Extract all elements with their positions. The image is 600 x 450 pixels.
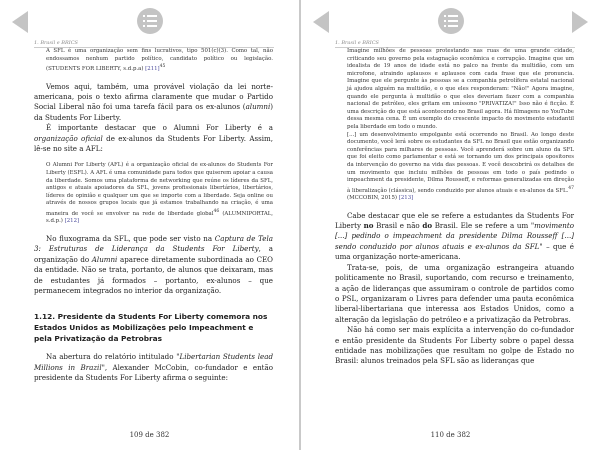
left-page xyxy=(0,0,299,450)
emphasis-text: Libertarian Students lead Millions in Brazil xyxy=(34,352,273,372)
paragraph-text: aparece diretamente subordinada ao CEO da entidade. Não se trata, portanto, de alunos que deixaram, mas de estudantes já formados – portanto, ex-alunos – que permanecem integrados no interior da organização. xyxy=(34,254,273,295)
paragraph-text: Cabe destacar que ele se refere a estudantes da Students For Liberty xyxy=(335,210,574,231)
menu-icon[interactable] xyxy=(438,8,464,34)
quote-text: A SFL é uma organização sem fins lucrativos, tipo 501(c)(3). Como tal, não endossamos nenhum partido político, candidato político ou legislação. (STUDENTS FOR LIBERTY, s.d.p.a) xyxy=(46,48,273,72)
reference-link[interactable]: [211] xyxy=(145,65,160,72)
emphasis-text: alumni xyxy=(245,102,271,112)
section-heading: 1.12. Presidente da Students For Liberty comemora nos Estados Unidos as Mobilizações pelo Impeachment e pela Privatização da Petrobras xyxy=(34,312,268,343)
paragraph-text: No fluxograma da SFL, que pode ser visto na xyxy=(46,233,215,243)
block-quote xyxy=(347,132,574,203)
previous-page-icon[interactable] xyxy=(12,11,28,33)
paragraph xyxy=(34,82,273,124)
block-quote xyxy=(46,162,273,226)
quote-text: Imagine milhões de pessoas protestando nas ruas de uma grande cidade, criticando seu governo pela estagnação econômica e corrupção. Imagine que um idealista de 19 anos de idade está no palco na frente da multidão, com um microfone, atraindo aplausos e aplausos com cada frase que ele pronuncia. Imagine que ele pergunte às pessoas se a companhia petrolífera estatal nacional já ajudou alguém na multidão, e o que eles responderam: "Não!" Agora imagine, quando ele pergunta à multidão o que eles deveriam fazer com a companhia nacional de petróleo, eles gritam em uníssono "PRIVATIZA!" Isso não é ficção. É uma descrição do que está acontecendo no Brasil agora. Há filmagens no YouTube dessa mesma cena. É um exemplo do crescente impacto do movimento estudantil pela liberdade em todo o mundo. xyxy=(347,48,574,130)
right-nav-bar xyxy=(301,8,600,38)
paragraph-text: ) da Students For Liberty. xyxy=(34,102,273,122)
footnote-marker[interactable]: 45 xyxy=(159,64,166,70)
right-page xyxy=(301,0,600,450)
emphasis-text: Captura de Tela 3: Estruturas de Liderança da Students For Liberty xyxy=(34,233,273,254)
running-head: 1. Brasil e BRICS xyxy=(34,40,274,48)
paragraph-text: É importante destacar que o Alumni For Liberty é a xyxy=(46,123,273,133)
paragraph xyxy=(34,352,273,383)
paragraph-text: " – que é uma organização norte-americana. xyxy=(335,241,574,262)
paragraph-text: ", Alexander McCobin, co-fundador e então presidente da Students For Liberty afirma o seguinte: xyxy=(34,362,273,382)
paragraph: Trata-se, pois, de uma organização estrangeira atuando politicamente no Brasil, suportando, com recurso e treinamento, a ação de lideranças que assumiram o controle de partidos como o PSL, organizaram o Livres para defender uma pauta econômica liberal-libertariana que interessa aos Estados Unidos, como a alteração da legislação do petróleo e a privatização da Petrobras. xyxy=(335,262,574,324)
page-number: 109 de 382 xyxy=(129,431,170,439)
reference-link[interactable]: [212] xyxy=(64,218,80,225)
quote-text: O Alumni For Liberty (AFL) é a organização oficial de ex-alunos do Students For Liberty (ESFL). A AFL é uma comunidade para todos que quiserem apoiar a causa da liberdade. Somos uma plataforma de networking que reúne os líderes da SFL, antigos e atuais apoiadores da SFL, jovens profissionais libertários, libertários, líderes de opinião e qualquer um que se importe com a liberdade. Seja online ou através de nossos grupos locais que já estamos trabalhando na criação, é uma maneira de você se envolver na rede de liberdade global xyxy=(46,162,273,217)
bold-text: no xyxy=(363,221,374,231)
left-nav-bar xyxy=(0,8,299,38)
menu-lines-icon xyxy=(444,15,458,27)
menu-lines-icon xyxy=(143,15,157,27)
quote-text: [...] um desenvolvimento empolgante está ocorrendo no Brasil. Ao longo deste documento, você lerá sobre os estudantes da SFL no Brasil que estão organizando conferências para milhares de pessoas. Você aprenderá sobre um aluno da SFL que foi eleito como parlamentar e está se tornando um dos principais opositores da intervenção do governo na vida das pessoas. E você descobrirá os detalhes de um movimento que incluiu milhões de pessoas em todo o país pedindo o impeachment da presidente, Dilma Rousseff, e reformas generalizadas em direção à liberalização (clássica), sendo conduzido por alunos atuais e ex-alunos da SFL. xyxy=(347,131,574,194)
paragraph xyxy=(34,234,273,296)
emphasis-text: organização oficial xyxy=(34,133,103,143)
next-page-icon[interactable] xyxy=(572,11,588,33)
paragraph-text: Brasil e não xyxy=(373,221,423,231)
bold-text: do xyxy=(422,221,433,231)
running-head: 1. Brasil e BRICS xyxy=(335,40,575,48)
emphasis-text: movimento [...] pedindo o impeachment da presidente Dilma Rousseff [...] sendo conduzido por alunos atuais e ex-alunos da SFL xyxy=(335,221,574,251)
previous-page-icon[interactable] xyxy=(313,11,329,33)
paragraph-text: Brasil. Ele se refere a um " xyxy=(432,221,535,231)
citation-text: (ALUMNIPORTAL, s.d.p.) xyxy=(46,210,274,225)
paragraph-text: Na abertura do relatório intitulado " xyxy=(46,352,180,362)
page-number: 110 de 382 xyxy=(430,431,471,439)
paragraph: Não há como ser mais explícita a intervenção do co-fundador e então presidente da Students For Liberty sobre o papel dessa entidade nas mobilizações que resultam no golpe de Estado no Brasil: alunos treinados pela SFL são as lideranças que xyxy=(335,325,574,366)
block-quote xyxy=(46,48,273,74)
menu-icon[interactable] xyxy=(137,8,163,34)
emphasis-text: Alumni xyxy=(91,254,118,264)
footnote-marker[interactable]: 47 xyxy=(568,185,574,191)
right-page-content xyxy=(335,48,574,367)
block-quote xyxy=(347,48,574,132)
footnote-marker[interactable]: 46 xyxy=(213,208,220,214)
paragraph xyxy=(335,211,574,263)
left-page-content xyxy=(34,48,273,383)
paragraph-text: , a organização do xyxy=(34,244,273,264)
citation-text: (MCCOBIN, 2015) xyxy=(347,195,398,202)
paragraph xyxy=(34,123,273,154)
paragraph-text: Vemos aqui, também, uma provável violação da lei norte-americana, pois o texto afirma claramente que mudar o Partido Social Liberal não foi uma tarefa fácil para os ex-alunos ( xyxy=(34,81,273,112)
paragraph-text: de ex-alunos da Students For Liberty. Assim, lê-se no site a AFL: xyxy=(34,133,273,154)
reference-link[interactable]: [213] xyxy=(398,195,414,202)
